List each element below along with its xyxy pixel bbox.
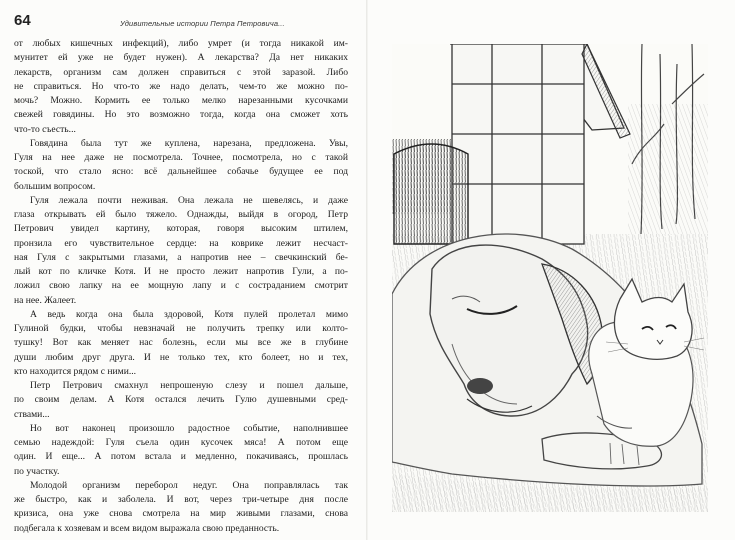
text-line: пронзила его чувствительное сердце: на коврике лежит несчаст- <box>14 237 348 249</box>
text-line: Гуля на нее даже не посмотрела. Точнее, посмотрела, но с такой <box>14 152 348 163</box>
text-line: души любим друг друга. И не только тех, кто болеет, но и тех, <box>14 351 348 363</box>
text-line: ствами... <box>14 408 50 420</box>
text-line: лый кот по кличке Котя. И не просто лежит напротив Гули, а по- <box>14 266 348 277</box>
text-line: мунитет ей уже не будет нужен). А лекарства? Да нет никаких <box>14 52 348 64</box>
text-line: семью надеждой: Гуля съела один кусочек мяса! А потом еще <box>14 437 348 448</box>
text-line: Гулиной будки, чтобы невзначай не получить трепку или колто- <box>14 323 348 334</box>
text-line: А ведь когда она была здоровой, Котя пулей пролетал мимо <box>30 308 348 320</box>
page-number: 64 <box>14 12 31 29</box>
dog-and-cat-sketch-illustration <box>392 44 708 512</box>
text-line: ная Гуля с закрытыми глазами, а напротив нее – свечкинский бе- <box>14 251 348 263</box>
body-text <box>14 37 348 536</box>
book-gutter <box>366 0 368 540</box>
text-line: кто находится рядом с ними... <box>14 365 137 377</box>
text-line: Петр Петрович смахнул непрошеную слезу и пошел дальше, <box>30 380 348 391</box>
text-line: один. И еще... А потом встала и медленно, покачиваясь, прошлась <box>14 451 348 463</box>
text-line: не справиться. Но что-то же надо делать, чем-то же можно по- <box>14 80 348 92</box>
text-line: Но вот наконец произошло радостное событие, наполнившее <box>30 422 348 434</box>
text-line: на нее. Жалеет. <box>14 294 77 306</box>
text-line: лекарств, организм сам должен справиться с этой заразой. Либо <box>14 66 348 78</box>
text-line: Петрович увидел картину, которая, говоря высоким штилем, <box>14 223 348 235</box>
running-head: Удивительные истории Петра Петровича... <box>120 19 285 28</box>
text-line: Молодой организм переборол недуг. Она поправлялась так <box>30 479 348 491</box>
text-line: мочь? Можно. Кормить ее только мелко нарезанными кусочками <box>14 95 348 106</box>
text-line: что-то съесть... <box>14 123 76 135</box>
text-line: по своим делам. А Котя остался лечить Гулю душевными сред- <box>14 394 348 406</box>
text-line: ложил свою лапку на ее мощную лапу и с состраданием смотрит <box>14 280 348 292</box>
text-line: Говядина была тут же куплена, нарезана, предложена. Увы, <box>30 137 348 149</box>
text-line: от любых кишечных инфекций), либо умрет (и тогда никакой им- <box>14 38 348 49</box>
text-line: же быстро, как и заболела. И вот, через три-четыре дня после <box>14 494 348 505</box>
text-line: тушку! Вот как меняет нас болезнь, если мы все же в глубине <box>14 337 348 349</box>
text-line: по участку. <box>14 465 60 477</box>
text-line: Гуля лежала почти неживая. Она лежала не шевелясь, и даже <box>30 194 348 206</box>
text-line: тоской, что стало ясно: всё дальнейшее собачье будущее ее под <box>14 166 348 178</box>
text-line: подбегала к хозяевам и всем видом выражала свою преданность. <box>14 522 280 534</box>
text-line: глаза открывать ей было тяжело. Однажды, выйдя в огород, Петр <box>14 209 348 220</box>
text-line: большим вопросом. <box>14 180 96 192</box>
text-line: кризиса, она уже снова смотрела на мир живыми глазами, снова <box>14 508 348 520</box>
text-line: свежей говядины. Но это возможно тогда, когда она сможет хоть <box>14 109 348 121</box>
